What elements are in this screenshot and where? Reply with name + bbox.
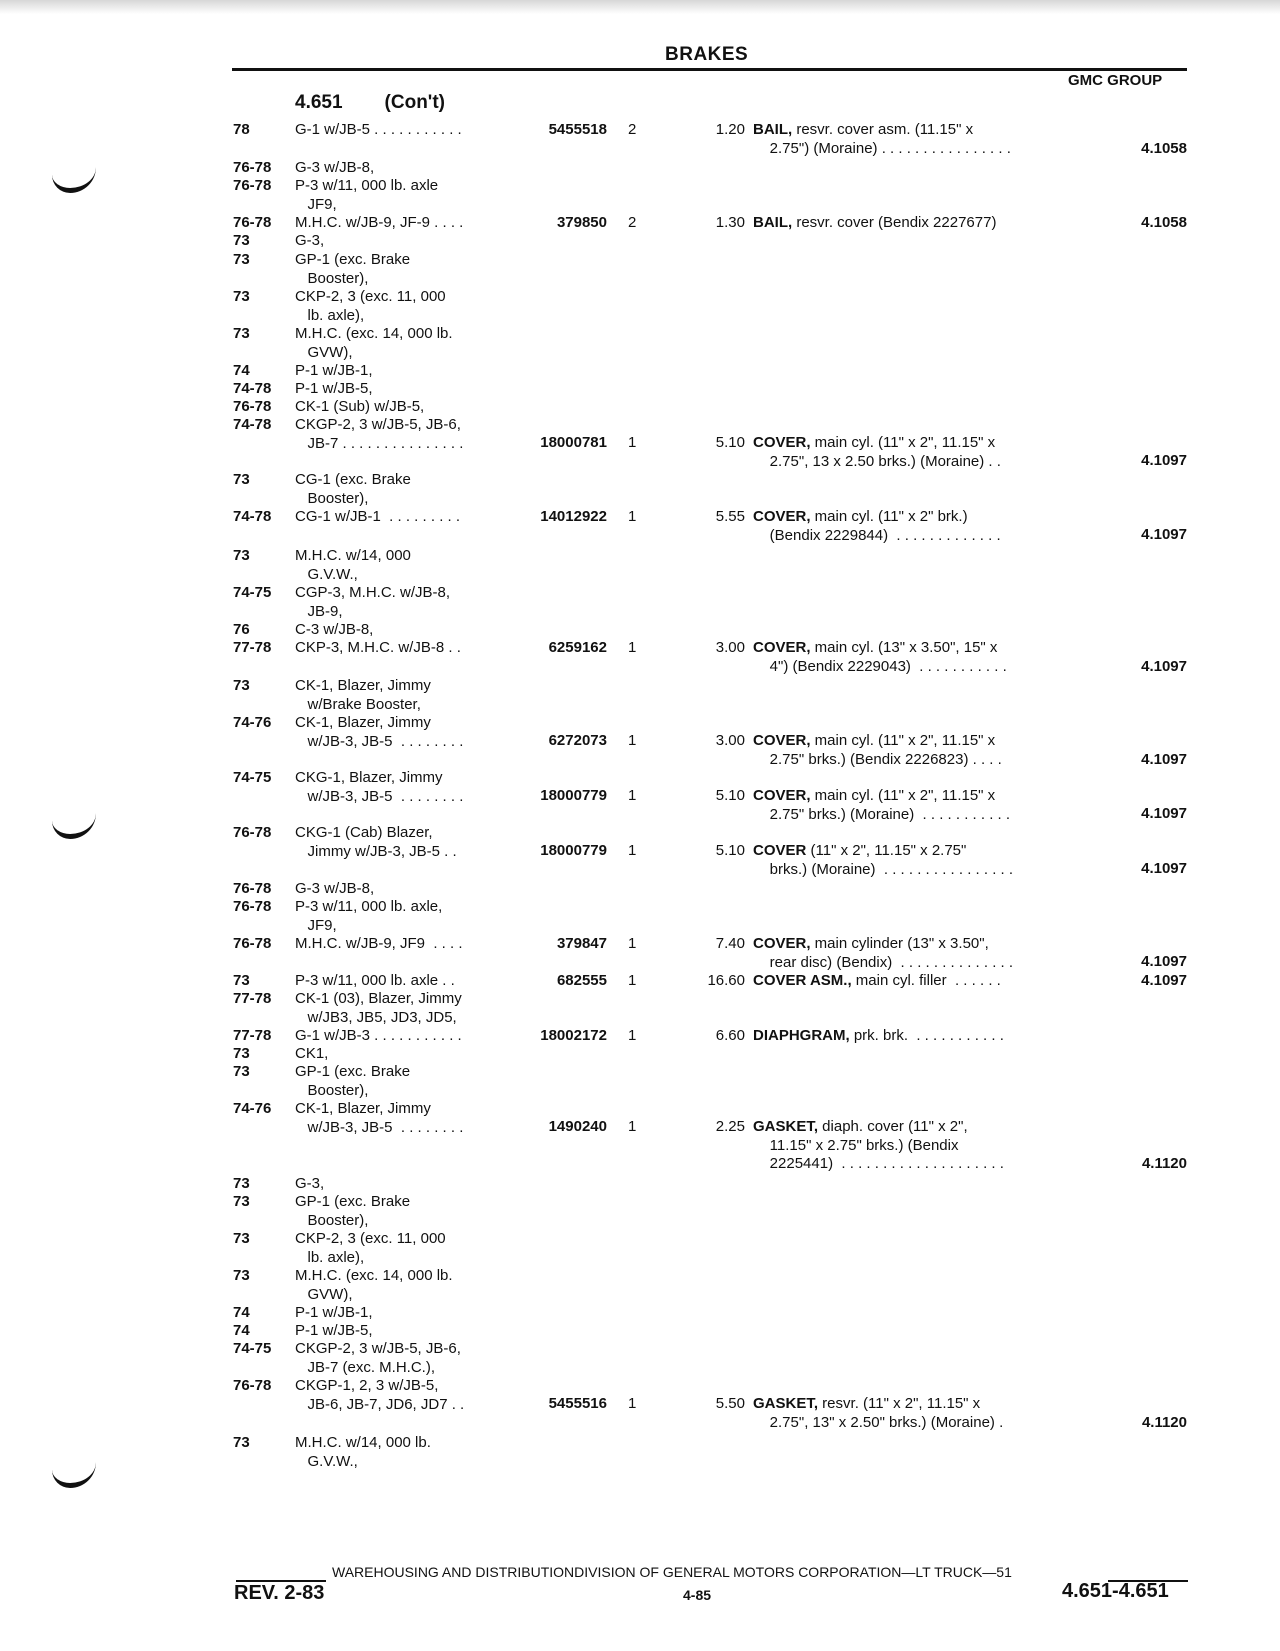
application: M.H.C. w/JB-9, JF9 . . . . (295, 935, 463, 952)
hole-punch-mark-1 (52, 164, 96, 193)
model-year: 74 (233, 362, 250, 379)
application: CGP-3, M.H.C. w/JB-8, JB-9, (295, 584, 451, 620)
model-year: 73 (233, 1175, 250, 1192)
model-year: 73 (233, 471, 250, 488)
price: 5.55 (715, 508, 745, 525)
model-year: 74-75 (233, 584, 272, 601)
model-year: 76-78 (233, 177, 272, 194)
part-description (753, 121, 1083, 158)
model-year: 74-78 (233, 508, 272, 525)
part-description (753, 732, 1083, 769)
application: CKP-2, 3 (exc. 11, 000 lb. axle), (295, 1230, 446, 1266)
model-year: 76-78 (233, 880, 272, 897)
part-name: COVER, (753, 434, 811, 451)
application: G-1 w/JB-5 . . . . . . . . . . . (295, 121, 462, 138)
quantity: 1 (628, 935, 637, 952)
part-number: 18002172 (540, 1027, 607, 1044)
application: CG-1 w/JB-1 . . . . . . . . . (295, 508, 461, 525)
model-year: 74-78 (233, 416, 272, 433)
model-year: 76-78 (233, 1377, 272, 1394)
price: 3.00 (715, 639, 745, 656)
application: CKGP-2, 3 w/JB-5, JB-6, JB-7 (exc. M.H.C.), (295, 1340, 461, 1376)
part-details: main cyl. filler . . . . . . (851, 972, 1001, 989)
application: P-3 w/11, 000 lb. axle JF9, (295, 177, 439, 213)
model-year: 76-78 (233, 824, 272, 841)
price: 2.25 (715, 1118, 745, 1135)
application: CKG-1, Blazer, Jimmy w/JB-3, JB-5 . . . . . . . . (295, 769, 464, 805)
part-number: 379850 (556, 214, 607, 231)
model-year: 78 (233, 121, 250, 138)
application: CKP-2, 3 (exc. 11, 000 lb. axle), (295, 288, 446, 324)
scan-edge (0, 0, 1280, 14)
group-number: 4.1097 (1141, 658, 1187, 675)
model-year: 74-76 (233, 714, 272, 731)
model-year: 77-78 (233, 639, 272, 656)
section-heading (295, 92, 445, 114)
part-number: 682555 (556, 972, 607, 989)
application: M.H.C. (exc. 14, 000 lb. GVW), (295, 1267, 453, 1303)
part-description (753, 639, 1083, 676)
page-title: BRAKES (665, 44, 749, 65)
part-number: 18000779 (540, 787, 607, 804)
model-year: 76-78 (233, 935, 272, 952)
part-description (753, 972, 1083, 991)
model-year: 73 (233, 1230, 250, 1247)
part-name: GASKET, (753, 1118, 819, 1135)
section-number: 4.651 (295, 92, 343, 113)
price: 5.10 (715, 842, 745, 859)
application: M.H.C. (exc. 14, 000 lb. GVW), (295, 325, 453, 361)
application: CKGP-2, 3 w/JB-5, JB-6, JB-7 . . . . . . . . . . . . . . . (295, 416, 464, 452)
part-name: COVER ASM., (753, 972, 852, 989)
part-description (753, 508, 1083, 545)
price: 3.00 (715, 732, 745, 749)
quantity: 1 (628, 1118, 637, 1135)
part-details: diaph. cover (11" x 2", 11.15" x 2.75" brks.) (Bendix 2225441) . . . . . . . . . . . . . . . . . . . . (769, 1118, 1004, 1172)
model-year: 73 (233, 1267, 250, 1284)
application: GP-1 (exc. Brake Booster), (295, 251, 411, 287)
model-year: 77-78 (233, 990, 272, 1007)
model-year: 76-78 (233, 398, 272, 415)
application: G-3, (295, 232, 325, 249)
model-year: 76-78 (233, 159, 272, 176)
hole-punch-mark-3 (52, 1459, 96, 1488)
application: G-1 w/JB-3 . . . . . . . . . . . (295, 1027, 462, 1044)
application: P-1 w/JB-5, (295, 380, 373, 397)
quantity: 1 (628, 1395, 637, 1412)
price: 6.60 (715, 1027, 745, 1044)
price: 1.20 (715, 121, 745, 138)
model-year: 76-78 (233, 214, 272, 231)
group-number: 4.1097 (1141, 751, 1187, 768)
part-details: main cylinder (13" x 3.50", rear disc) (Bendix) . . . . . . . . . . . . . . (769, 935, 1014, 971)
application: G-3 w/JB-8, (295, 880, 375, 897)
footer-group-range: 4.651-4.651 (1062, 1580, 1169, 1602)
application: CK-1 (Sub) w/JB-5, (295, 398, 425, 415)
model-year: 74-75 (233, 1340, 272, 1357)
model-year: 77-78 (233, 1027, 272, 1044)
model-year: 73 (233, 1063, 250, 1080)
part-details: main cyl. (11" x 2", 11.15" x 2.75" brks.) (Moraine) . . . . . . . . . . . (769, 787, 1011, 823)
quantity: 2 (628, 121, 637, 138)
price: 5.10 (715, 434, 745, 451)
quantity: 1 (628, 842, 637, 859)
application: CG-1 (exc. Brake Booster), (295, 471, 411, 507)
part-name: COVER, (753, 639, 811, 656)
part-name: BAIL, (753, 121, 793, 138)
model-year: 73 (233, 1045, 250, 1062)
part-description (753, 787, 1083, 824)
application: P-3 w/11, 000 lb. axle . . (295, 972, 455, 989)
application: CKP-3, M.H.C. w/JB-8 . . (295, 639, 461, 656)
application: CKGP-1, 2, 3 w/JB-5, JB-6, JB-7, JD6, JD7 . . (295, 1377, 465, 1413)
part-number: 14012922 (540, 508, 607, 525)
part-details: main cyl. (11" x 2", 11.15" x 2.75" brks.) (Bendix 2226823) . . . . (769, 732, 1002, 768)
group-number: 4.1120 (1141, 1155, 1187, 1172)
part-name: GASKET, (753, 1395, 819, 1412)
application: GP-1 (exc. Brake Booster), (295, 1063, 411, 1099)
application: CK-1, Blazer, Jimmy w/JB-3, JB-5 . . . . . . . . (295, 1100, 464, 1136)
application: M.H.C. w/14, 000 lb. G.V.W., (295, 1434, 431, 1470)
application: CK-1 (03), Blazer, Jimmy w/JB3, JB5, JD3, JD5, (295, 990, 462, 1026)
application: P-3 w/11, 000 lb. axle, JF9, (295, 898, 443, 934)
quantity: 2 (628, 214, 637, 231)
model-year: 73 (233, 251, 250, 268)
model-year: 74 (233, 1322, 250, 1339)
quantity: 1 (628, 434, 637, 451)
part-description (753, 434, 1083, 471)
quantity: 1 (628, 732, 637, 749)
quantity: 1 (628, 1027, 637, 1044)
part-details: main cyl. (11" x 2" brk.) (Bendix 2229844) . . . . . . . . . . . . . (769, 508, 1001, 544)
part-details: resvr. cover (Bendix 2227677) (792, 214, 997, 231)
part-description (753, 214, 1083, 233)
part-details: resvr. cover asm. (11.15" x 2.75") (Moraine) . . . . . . . . . . . . . . . . (769, 121, 1011, 157)
part-details: prk. brk. . . . . . . . . . . . (849, 1027, 1004, 1044)
quantity: 1 (628, 972, 637, 989)
model-year: 76-78 (233, 898, 272, 915)
application: P-1 w/JB-1, (295, 1304, 373, 1321)
group-number: 4.1097 (1141, 526, 1187, 543)
price: 5.50 (715, 1395, 745, 1412)
hole-punch-mark-2 (52, 810, 96, 839)
part-details: main cyl. (13" x 3.50", 15" x 4") (Bendix 2229043) . . . . . . . . . . . (769, 639, 1007, 675)
group-number: 4.1058 (1141, 140, 1187, 157)
group-number: 4.1097 (1141, 452, 1187, 469)
price: 7.40 (715, 935, 745, 952)
group-number: 4.1120 (1141, 1414, 1187, 1431)
footer-publisher: WAREHOUSING AND DISTRIBUTIONDIVISION OF GENERAL MOTORS CORPORATION—LT TRUCK—51 (332, 1564, 1012, 1580)
part-number: 1490240 (548, 1118, 607, 1135)
part-details: main cyl. (11" x 2", 11.15" x 2.75", 13 x 2.50 brks.) (Moraine) . . (769, 434, 1001, 470)
model-year: 73 (233, 325, 250, 342)
group-number: 4.1097 (1141, 860, 1187, 877)
application: P-1 w/JB-5, (295, 1322, 373, 1339)
part-description (753, 1395, 1083, 1432)
part-name: DIAPHGRAM, (753, 1027, 850, 1044)
part-name: BAIL, (753, 214, 793, 231)
section-continued: (Con't) (384, 92, 445, 113)
part-description (753, 1118, 1083, 1174)
application: CK-1, Blazer, Jimmy w/JB-3, JB-5 . . . . . . . . (295, 714, 464, 750)
group-number: 4.1097 (1141, 972, 1187, 989)
price: 5.10 (715, 787, 745, 804)
part-number: 379847 (556, 935, 607, 952)
application: CK-1, Blazer, Jimmy w/Brake Booster, (295, 677, 431, 713)
quantity: 1 (628, 639, 637, 656)
application: CK1, (295, 1045, 329, 1062)
model-year: 73 (233, 547, 250, 564)
part-number: 18000779 (540, 842, 607, 859)
part-name: COVER, (753, 787, 811, 804)
part-description (753, 935, 1083, 972)
part-number: 6272073 (548, 732, 607, 749)
part-name: COVER (753, 842, 807, 859)
model-year: 74-75 (233, 769, 272, 786)
part-name: COVER, (753, 935, 811, 952)
application: CKG-1 (Cab) Blazer, Jimmy w/JB-3, JB-5 . . (295, 824, 457, 860)
part-name: COVER, (753, 732, 811, 749)
quantity: 1 (628, 787, 637, 804)
part-name: COVER, (753, 508, 811, 525)
group-number: 4.1097 (1141, 953, 1187, 970)
model-year: 73 (233, 288, 250, 305)
application: G-3 w/JB-8, (295, 159, 375, 176)
model-year: 74-78 (233, 380, 272, 397)
footer-revision: REV. 2-83 (234, 1582, 325, 1604)
model-year: 73 (233, 232, 250, 249)
group-number: 4.1058 (1141, 214, 1187, 231)
header-rule (232, 68, 1187, 71)
model-year: 73 (233, 1434, 250, 1451)
price: 16.60 (707, 972, 745, 989)
part-number: 5455516 (548, 1395, 607, 1412)
footer-page-number: 4-85 (683, 1587, 712, 1603)
part-number: 18000781 (540, 434, 607, 451)
part-description (753, 842, 1083, 879)
application: M.H.C. w/14, 000 G.V.W., (295, 547, 411, 583)
part-number: 6259162 (548, 639, 607, 656)
application: GP-1 (exc. Brake Booster), (295, 1193, 411, 1229)
application: M.H.C. w/JB-9, JF-9 . . . . (295, 214, 464, 231)
application: C-3 w/JB-8, (295, 621, 374, 638)
quantity: 1 (628, 508, 637, 525)
model-year: 73 (233, 972, 250, 989)
group-column-label: GMC GROUP (1068, 72, 1163, 89)
model-year: 73 (233, 677, 250, 694)
model-year: 74-76 (233, 1100, 272, 1117)
model-year: 73 (233, 1193, 250, 1210)
part-description (753, 1027, 1083, 1046)
application: G-3, (295, 1175, 325, 1192)
price: 1.30 (715, 214, 745, 231)
part-details: (11" x 2", 11.15" x 2.75" brks.) (Moraine) . . . . . . . . . . . . . . . . (769, 842, 1014, 878)
model-year: 76 (233, 621, 250, 638)
application: P-1 w/JB-1, (295, 362, 373, 379)
model-year: 74 (233, 1304, 250, 1321)
part-number: 5455518 (548, 121, 607, 138)
part-details: resvr. (11" x 2", 11.15" x 2.75", 13" x 2.50" brks.) (Moraine) . (769, 1395, 1004, 1431)
group-number: 4.1097 (1141, 805, 1187, 822)
